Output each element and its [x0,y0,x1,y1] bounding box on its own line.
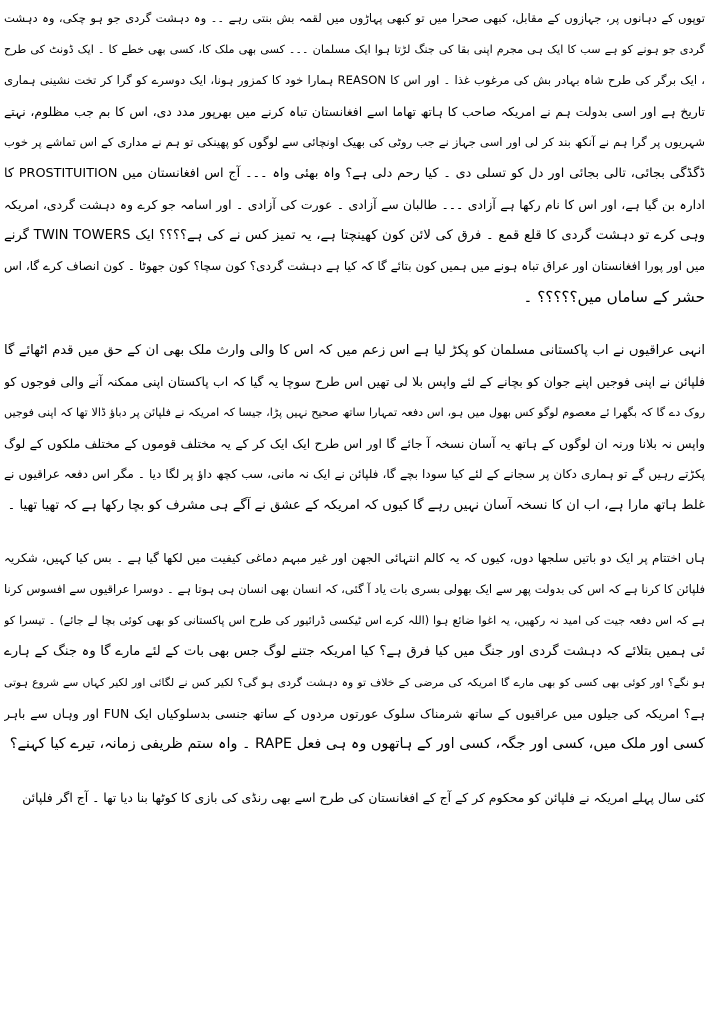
text-line: ہے کہ اس دفعہ جیت کی امید نہ رکھیں، یہ اغوا ضائع ہوا (اللہ کرے اس ٹیکسی ڈرائیور کی طرح اس پاکستانی کو بھی کوئی بچا لے جائے) ۔ تیسرا کو [4,614,705,627]
article-paragraph [4,335,705,521]
text-line: حشر کے ساماں میں؟؟؟؟؟ ۔ [523,288,705,306]
text-line: فلپائن نے اپنی فوجیں اپنے جوان کو بچانے کے لئے واپس بلا لی تھیں اس طرح سوچا یہ گیا کہ اب پاکستان اپنی ممکنہ آنے والی فوجوں کو [4,374,705,389]
text-line: ، ایک برگر کی طرح شاہ بہادر بش کی مرغوب غذا ۔ اور اس کا REASON ہمارا خود کا کمزور ہونا، ایک دوسرے کو گرا کر تخت نشینی ہماری [4,73,705,87]
text-line: غلط ہاتھ مارا ہے، اب ان کا نسخہ آسان نہیں رہے گا کیوں کہ امریکہ کے عشق نے آگے ہی مشرف کو بچا رکھا ہے کہ تھیا تھیا ۔ [7,498,705,513]
text-line: روک دے گا کہ بگھرا ئے معصوم لوگو کس بھول میں ہو، اس دفعہ تمہارا ساتھ صحیح نہیں پڑا، جیسا کہ امریکہ نے فلپائن پر دباؤ ڈالا تھا کہ اپنی فوجیں [4,406,705,419]
text-line: ہو نگے؟ اور کوئی بھی کسی کو بھی مارے گا امریکہ کی مرضی کے خلاف تو وہ دہشت گردی ہو گی؟ لکیر کس نے لگائی اور لکیر کہاں سے شروع ہوتی [4,676,705,689]
text-line: شہریوں پر گرا ہم نے آنکھ بند کر لی اور اسی جہاز نے جب روٹی کی بھیک اونچائی سے لوگوں کو پھینکی تو ہم نے مداری کے اس تماشے پر خوب [4,135,705,149]
article-paragraph [4,543,705,760]
text-line: ہے؟ امریکہ کی جیلوں میں عراقیوں کے ساتھ شرمناک سلوک عورتوں مردوں کے ساتھ جنسی بدسلوکیاں ایک FUN اور وہاں سے باہر [4,706,705,721]
paragraph-gap [4,313,705,335]
text-line: کسی اور ملک میں، کسی اور جگہ، کسی اور کے ہاتھوں وہ ہی فعل RAPE ۔ واہ ستم ظریفی زمانہ، تیرے کیا کہنے؟ [9,736,705,752]
text-line: گردی جو ہونے کو ہے سب کا ایک ہی مجرم اپنی بقا کی جنگ لڑتا ہوا ایک مسلمان ۔۔۔ کسی بھی ملک کا، کسی بھی خطے کا ۔ ایک ڈونٹ کی طرح [4,43,705,56]
text-line: واپس نہ بلانا ورنہ ان لوگوں کے ہاتھ یہ آسان نسخہ آ جائے گا اور اس طرح ایک ایک کر کے یہ مختلف قوموں کے مختلف ملکوں کے لوگ [4,436,705,451]
text-line: ئی ہمیں بتلائے کہ دہشت گردی اور جنگ میں کیا فرق ہے؟ کیا امریکہ جتنے لوگ جس بھی بات کے لئے مارے گا وہ جنگ کے ہارے [4,644,705,659]
text-line: ڈگڈگی بجائی، تالی بجائی اور دل کو تسلی دی ۔ کیا رحم دلی ہے؟ واہ بھئی واہ ۔۔۔ آج اس افغانستان میں PROSTITUITION کا [4,166,705,181]
text-line: تاریخ ہے اور اسی بدولت ہم نے امریکہ صاحب کا ہاتھ تھاما اسے افغانستان تباہ کرنے میں بھرپور مدد دی، اس کا بم جب مظلوم، نہتے [4,104,705,119]
text-line: ہاں اختتام پر ایک دو باتیں سلجھا دوں، کیوں کہ یہ کالم انتہائی الجھن اور غیر مبہم دماغی کیفیت میں لکھا گیا ہے ۔ بس کیا کہیں، شکریہ [4,551,705,565]
article-paragraph [4,782,705,813]
text-line: ادارہ بن گیا ہے، اور اس کا نام رکھا ہے آزادی ۔۔۔ طالبان سے آزادی ۔ عورت کی آزادی ۔ اور اسامہ جو کرے وہ دہشت گردی، امریکہ [4,197,705,212]
text-line: پکڑتے رہیں گے تو ہماری دکان پر سجانے کے لئے کیا سودا بچے گا، فلپائن نے ایک نہ مانی، سب کچھ داؤ پر لگا دیا ۔ مگر اس دفعہ عراقیوں نے [4,467,705,481]
paragraph-gap [4,760,705,782]
paragraph-gap [4,521,705,543]
article-paragraph [4,3,705,313]
text-line: کئی سال پہلے امریکہ نے فلپائن کو محکوم کر کے آج کے افغانستان کی طرح اسے بھی رنڈی کی بازی کا کوٹھا بنا دیا تھا ۔ آج اگر فلپائن [22,790,705,805]
text-line: وہی کرے تو دہشت گردی کا قلع قمع ۔ فرق کی لائن کون کھینچتا ہے، یہ تمیز کس نے کی ہے؟؟؟؟ ایک TWIN TOWERS گرنے [4,228,705,243]
text-line: فلپائن کا کرنا ہے کہ اس کی بدولت پھر سے ایک بھولی بسری بات یاد آ گئی، کہ انسان بھی انسان ہی ہوتا ہے ۔ دوسرا عراقیوں سے افسوس کرنا [4,582,705,596]
text-line: توپوں کے دہانوں پر، جہازوں کے مقابل، کبھی صحرا میں تو کبھی پہاڑوں میں لقمہ بش بنتی رہے ۔۔ وہ دہشت گردی جو ہو چکی، وہ دہشت [4,11,705,25]
text-line: انہی عراقیوں نے اب پاکستانی مسلمان کو پکڑ لیا ہے اس زعم میں کہ اس کا والی وارث ملک بھی ان کے حق میں قدم اٹھائے گا [4,343,705,358]
text-line: میں اور پورا افغانستان اور عراق تباہ ہونے میں ہمیں کون بتائے گا کہ کیا ہے دہشت گردی؟ کون سچا؟ کون جھوٹا ۔ کون انصاف کرے گا، اس [4,259,705,273]
